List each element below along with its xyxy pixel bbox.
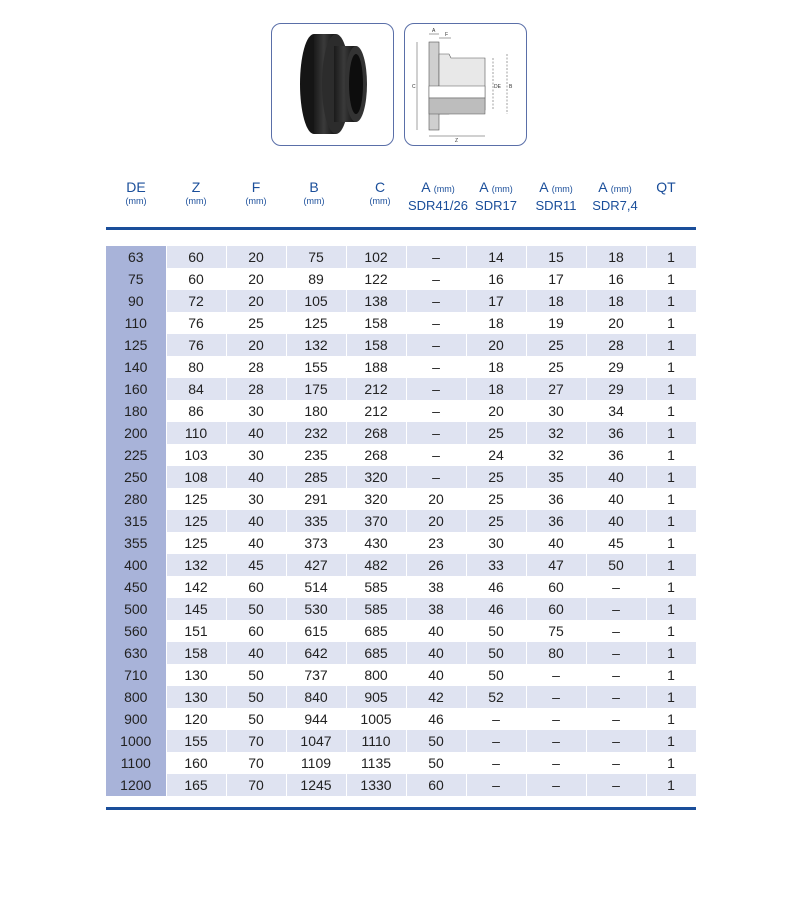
cell-a-sdr41-26: – (406, 378, 466, 400)
cell-a-sdr17: 25 (466, 510, 526, 532)
cell-c: 138 (346, 290, 406, 312)
cell-a-sdr41-26: – (406, 246, 466, 268)
table-row (106, 246, 696, 268)
cell-a-sdr11: 75 (526, 620, 586, 642)
cell-b: 737 (286, 664, 346, 686)
cell-a-sdr17: 46 (466, 598, 526, 620)
cell-de: 560 (106, 620, 166, 642)
cell-b: 530 (286, 598, 346, 620)
cell-a-sdr17: 52 (466, 686, 526, 708)
cell-de: 450 (106, 576, 166, 598)
cell-b: 232 (286, 422, 346, 444)
cell-b: 642 (286, 642, 346, 664)
cell-b: 180 (286, 400, 346, 422)
cell-a-sdr17: 18 (466, 312, 526, 334)
cell-z: 108 (166, 466, 226, 488)
cell-b: 373 (286, 532, 346, 554)
cell-a-sdr17: 25 (466, 466, 526, 488)
cell-a-sdr17: – (466, 730, 526, 752)
cell-c: 1135 (346, 752, 406, 774)
cell-de: 1000 (106, 730, 166, 752)
cell-a-sdr41-26: 50 (406, 730, 466, 752)
cell-c: 370 (346, 510, 406, 532)
cell-de: 1200 (106, 774, 166, 796)
technical-drawing (404, 23, 527, 146)
cell-a-sdr17: 30 (466, 532, 526, 554)
cell-a-sdr11: 17 (526, 268, 586, 290)
cell-de: 63 (106, 246, 166, 268)
cell-de: 800 (106, 686, 166, 708)
cell-c: 1005 (346, 708, 406, 730)
cell-a-sdr7-4: – (586, 664, 646, 686)
cell-a-sdr41-26: 20 (406, 510, 466, 532)
cell-de: 140 (106, 356, 166, 378)
cell-c: 188 (346, 356, 406, 378)
cell-a-sdr41-26: – (406, 444, 466, 466)
cell-a-sdr41-26: – (406, 268, 466, 290)
cell-a-sdr11: 40 (526, 532, 586, 554)
table-row (106, 576, 696, 598)
cell-z: 125 (166, 488, 226, 510)
cell-qt: 1 (646, 730, 696, 752)
cell-de: 75 (106, 268, 166, 290)
cell-a-sdr17: 33 (466, 554, 526, 576)
cell-b: 75 (286, 246, 346, 268)
product-photo (271, 23, 394, 146)
cell-f: 40 (226, 510, 286, 532)
cell-a-sdr11: 60 (526, 576, 586, 598)
cell-qt: 1 (646, 510, 696, 532)
cell-qt: 1 (646, 334, 696, 356)
cell-f: 28 (226, 356, 286, 378)
table-header (106, 180, 696, 226)
cell-a-sdr11: 47 (526, 554, 586, 576)
cell-z: 125 (166, 510, 226, 532)
cell-f: 20 (226, 334, 286, 356)
cell-a-sdr11: 36 (526, 488, 586, 510)
cell-b: 335 (286, 510, 346, 532)
header-a-sdr17: A (mm) SDR17 (475, 179, 517, 213)
header-z: Z (mm) (185, 179, 207, 206)
cell-b: 944 (286, 708, 346, 730)
cell-f: 45 (226, 554, 286, 576)
cell-qt: 1 (646, 598, 696, 620)
header-de: DE (mm) (125, 179, 147, 206)
cell-a-sdr7-4: 34 (586, 400, 646, 422)
cell-a-sdr17: 25 (466, 422, 526, 444)
cell-a-sdr41-26: 46 (406, 708, 466, 730)
cell-de: 180 (106, 400, 166, 422)
cell-a-sdr17: 24 (466, 444, 526, 466)
cell-f: 50 (226, 708, 286, 730)
cell-a-sdr41-26: – (406, 400, 466, 422)
cell-qt: 1 (646, 774, 696, 796)
cell-a-sdr17: 20 (466, 334, 526, 356)
cell-a-sdr7-4: 29 (586, 378, 646, 400)
cell-b: 291 (286, 488, 346, 510)
cell-f: 40 (226, 532, 286, 554)
cell-a-sdr7-4: – (586, 730, 646, 752)
cell-z: 125 (166, 532, 226, 554)
cell-b: 615 (286, 620, 346, 642)
cell-z: 76 (166, 334, 226, 356)
cell-qt: 1 (646, 378, 696, 400)
cell-z: 60 (166, 246, 226, 268)
cell-a-sdr41-26: 60 (406, 774, 466, 796)
cell-b: 285 (286, 466, 346, 488)
cell-c: 1330 (346, 774, 406, 796)
cell-z: 84 (166, 378, 226, 400)
cell-a-sdr7-4: – (586, 620, 646, 642)
cell-a-sdr17: – (466, 708, 526, 730)
cell-z: 158 (166, 642, 226, 664)
cell-f: 30 (226, 488, 286, 510)
cell-a-sdr17: 20 (466, 400, 526, 422)
cell-a-sdr41-26: 40 (406, 642, 466, 664)
cell-a-sdr11: 25 (526, 356, 586, 378)
cell-z: 155 (166, 730, 226, 752)
cell-c: 585 (346, 598, 406, 620)
cell-c: 320 (346, 466, 406, 488)
table-row (106, 598, 696, 620)
cell-c: 1110 (346, 730, 406, 752)
cell-f: 40 (226, 642, 286, 664)
cell-a-sdr17: 14 (466, 246, 526, 268)
cell-a-sdr11: – (526, 730, 586, 752)
table-row (106, 488, 696, 510)
cell-de: 630 (106, 642, 166, 664)
cell-qt: 1 (646, 708, 696, 730)
cell-a-sdr7-4: 40 (586, 488, 646, 510)
cell-de: 200 (106, 422, 166, 444)
cell-z: 86 (166, 400, 226, 422)
cell-a-sdr17: 50 (466, 620, 526, 642)
cell-de: 710 (106, 664, 166, 686)
table-row (106, 774, 696, 796)
cell-a-sdr11: 18 (526, 290, 586, 312)
dimensions-table (106, 246, 697, 796)
cell-a-sdr7-4: 45 (586, 532, 646, 554)
cell-a-sdr41-26: – (406, 334, 466, 356)
cell-qt: 1 (646, 554, 696, 576)
table-row (106, 334, 696, 356)
header-rule (106, 227, 696, 230)
cell-c: 268 (346, 422, 406, 444)
header-a-sdr11: A (mm) SDR11 (535, 179, 577, 213)
cell-f: 50 (226, 598, 286, 620)
cell-a-sdr41-26: 20 (406, 488, 466, 510)
table-row (106, 752, 696, 774)
cell-a-sdr11: 19 (526, 312, 586, 334)
table-row (106, 290, 696, 312)
table-row (106, 686, 696, 708)
table-row (106, 510, 696, 532)
cell-c: 430 (346, 532, 406, 554)
cell-a-sdr7-4: 20 (586, 312, 646, 334)
cell-a-sdr17: – (466, 752, 526, 774)
cell-a-sdr41-26: – (406, 422, 466, 444)
cell-a-sdr17: – (466, 774, 526, 796)
cell-a-sdr7-4: – (586, 752, 646, 774)
cell-a-sdr41-26: 38 (406, 598, 466, 620)
label-f: F (445, 32, 449, 38)
cell-f: 20 (226, 268, 286, 290)
label-c: C (412, 84, 416, 90)
cell-b: 175 (286, 378, 346, 400)
cell-c: 685 (346, 620, 406, 642)
cell-de: 160 (106, 378, 166, 400)
cell-f: 40 (226, 422, 286, 444)
cell-qt: 1 (646, 422, 696, 444)
cell-qt: 1 (646, 246, 696, 268)
label-a: A (432, 28, 436, 34)
cell-qt: 1 (646, 752, 696, 774)
cell-z: 132 (166, 554, 226, 576)
cell-a-sdr41-26: 50 (406, 752, 466, 774)
cell-f: 20 (226, 290, 286, 312)
cell-c: 905 (346, 686, 406, 708)
header-qt: QT (656, 179, 676, 195)
cell-a-sdr17: 46 (466, 576, 526, 598)
cell-c: 158 (346, 334, 406, 356)
cell-z: 145 (166, 598, 226, 620)
cell-de: 400 (106, 554, 166, 576)
cell-f: 60 (226, 576, 286, 598)
cell-f: 70 (226, 752, 286, 774)
cell-qt: 1 (646, 620, 696, 642)
cell-a-sdr11: 32 (526, 422, 586, 444)
cell-c: 268 (346, 444, 406, 466)
cell-f: 30 (226, 444, 286, 466)
table-row (106, 422, 696, 444)
cell-c: 320 (346, 488, 406, 510)
cell-z: 130 (166, 686, 226, 708)
cell-a-sdr11: 35 (526, 466, 586, 488)
table-row (106, 620, 696, 642)
cell-qt: 1 (646, 356, 696, 378)
table-row (106, 356, 696, 378)
cell-c: 122 (346, 268, 406, 290)
label-b: B (509, 84, 513, 90)
cell-de: 315 (106, 510, 166, 532)
cell-qt: 1 (646, 664, 696, 686)
cell-a-sdr11: 36 (526, 510, 586, 532)
cell-a-sdr41-26: 26 (406, 554, 466, 576)
cell-a-sdr11: 27 (526, 378, 586, 400)
cell-b: 1109 (286, 752, 346, 774)
cell-a-sdr7-4: – (586, 642, 646, 664)
cell-a-sdr17: 50 (466, 642, 526, 664)
cell-a-sdr7-4: 18 (586, 246, 646, 268)
cell-a-sdr11: – (526, 708, 586, 730)
table-row (106, 312, 696, 334)
cell-b: 514 (286, 576, 346, 598)
cell-f: 40 (226, 466, 286, 488)
cell-a-sdr7-4: 36 (586, 422, 646, 444)
cell-a-sdr7-4: 18 (586, 290, 646, 312)
cell-a-sdr7-4: 50 (586, 554, 646, 576)
cell-a-sdr41-26: 40 (406, 664, 466, 686)
cell-c: 585 (346, 576, 406, 598)
header-f: F (mm) (245, 179, 267, 206)
header-a-sdr41-26: A (mm) SDR41/26 (408, 179, 468, 213)
cell-a-sdr41-26: – (406, 312, 466, 334)
cell-a-sdr7-4: 29 (586, 356, 646, 378)
cell-de: 280 (106, 488, 166, 510)
table-row (106, 730, 696, 752)
cell-a-sdr41-26: 23 (406, 532, 466, 554)
cell-f: 28 (226, 378, 286, 400)
cell-qt: 1 (646, 444, 696, 466)
cell-z: 160 (166, 752, 226, 774)
cell-a-sdr11: 25 (526, 334, 586, 356)
cell-b: 235 (286, 444, 346, 466)
header-a-sdr7-4: A (mm) SDR7,4 (592, 179, 638, 213)
table-row (106, 642, 696, 664)
cell-b: 155 (286, 356, 346, 378)
label-de: DE (494, 84, 501, 90)
cell-b: 1047 (286, 730, 346, 752)
cell-a-sdr41-26: 40 (406, 620, 466, 642)
cell-z: 120 (166, 708, 226, 730)
cell-a-sdr17: 18 (466, 378, 526, 400)
cell-b: 427 (286, 554, 346, 576)
cell-de: 225 (106, 444, 166, 466)
table-row (106, 466, 696, 488)
cell-de: 90 (106, 290, 166, 312)
table-row (106, 444, 696, 466)
cell-z: 60 (166, 268, 226, 290)
cell-a-sdr11: 32 (526, 444, 586, 466)
cell-f: 70 (226, 730, 286, 752)
cell-a-sdr41-26: 42 (406, 686, 466, 708)
cell-qt: 1 (646, 532, 696, 554)
cell-b: 1245 (286, 774, 346, 796)
cell-a-sdr7-4: – (586, 774, 646, 796)
cell-z: 103 (166, 444, 226, 466)
cell-a-sdr11: – (526, 752, 586, 774)
cell-a-sdr11: 80 (526, 642, 586, 664)
cell-a-sdr41-26: – (406, 466, 466, 488)
cell-de: 355 (106, 532, 166, 554)
cell-c: 212 (346, 400, 406, 422)
cell-qt: 1 (646, 642, 696, 664)
cell-a-sdr7-4: 40 (586, 510, 646, 532)
cell-a-sdr7-4: 36 (586, 444, 646, 466)
cell-a-sdr17: 18 (466, 356, 526, 378)
footer-rule (106, 807, 696, 810)
flange-adapter-photo (272, 24, 393, 145)
cell-a-sdr11: 30 (526, 400, 586, 422)
cell-f: 30 (226, 400, 286, 422)
table-row (106, 554, 696, 576)
cell-a-sdr7-4: 16 (586, 268, 646, 290)
table-row (106, 708, 696, 730)
table-row (106, 664, 696, 686)
cell-a-sdr7-4: – (586, 686, 646, 708)
cell-qt: 1 (646, 312, 696, 334)
table-row (106, 268, 696, 290)
cell-qt: 1 (646, 290, 696, 312)
cell-c: 482 (346, 554, 406, 576)
flange-cross-section-diagram (405, 24, 526, 145)
cell-f: 50 (226, 664, 286, 686)
cell-a-sdr11: – (526, 664, 586, 686)
cell-de: 110 (106, 312, 166, 334)
cell-a-sdr11: – (526, 774, 586, 796)
cell-a-sdr7-4: – (586, 598, 646, 620)
cell-f: 70 (226, 774, 286, 796)
cell-c: 158 (346, 312, 406, 334)
cell-a-sdr7-4: – (586, 576, 646, 598)
cell-f: 25 (226, 312, 286, 334)
cell-a-sdr41-26: – (406, 356, 466, 378)
cell-z: 72 (166, 290, 226, 312)
cell-a-sdr41-26: – (406, 290, 466, 312)
cell-b: 132 (286, 334, 346, 356)
cell-de: 250 (106, 466, 166, 488)
cell-c: 212 (346, 378, 406, 400)
cell-b: 840 (286, 686, 346, 708)
cell-a-sdr7-4: 28 (586, 334, 646, 356)
cell-a-sdr17: 25 (466, 488, 526, 510)
cell-a-sdr7-4: – (586, 708, 646, 730)
cell-de: 125 (106, 334, 166, 356)
cell-f: 20 (226, 246, 286, 268)
cell-c: 800 (346, 664, 406, 686)
cell-f: 60 (226, 620, 286, 642)
cell-b: 105 (286, 290, 346, 312)
cell-qt: 1 (646, 576, 696, 598)
cell-z: 80 (166, 356, 226, 378)
cell-a-sdr11: 60 (526, 598, 586, 620)
cell-z: 110 (166, 422, 226, 444)
cell-b: 125 (286, 312, 346, 334)
cell-z: 165 (166, 774, 226, 796)
table-row (106, 400, 696, 422)
cell-c: 102 (346, 246, 406, 268)
table-row (106, 532, 696, 554)
cell-c: 685 (346, 642, 406, 664)
cell-z: 142 (166, 576, 226, 598)
cell-a-sdr41-26: 38 (406, 576, 466, 598)
cell-a-sdr17: 50 (466, 664, 526, 686)
label-z: Z (455, 138, 459, 144)
header-c: C (mm) (369, 179, 391, 206)
cell-qt: 1 (646, 686, 696, 708)
cell-qt: 1 (646, 466, 696, 488)
cell-de: 1100 (106, 752, 166, 774)
cell-a-sdr11: 15 (526, 246, 586, 268)
cell-a-sdr17: 17 (466, 290, 526, 312)
header-b: B (mm) (303, 179, 325, 206)
cell-a-sdr11: – (526, 686, 586, 708)
cell-f: 50 (226, 686, 286, 708)
table-row (106, 378, 696, 400)
cell-z: 130 (166, 664, 226, 686)
cell-qt: 1 (646, 400, 696, 422)
cell-a-sdr7-4: 40 (586, 466, 646, 488)
cell-b: 89 (286, 268, 346, 290)
cell-de: 900 (106, 708, 166, 730)
cell-qt: 1 (646, 268, 696, 290)
cell-qt: 1 (646, 488, 696, 510)
cell-de: 500 (106, 598, 166, 620)
cell-z: 151 (166, 620, 226, 642)
cell-z: 76 (166, 312, 226, 334)
cell-a-sdr17: 16 (466, 268, 526, 290)
